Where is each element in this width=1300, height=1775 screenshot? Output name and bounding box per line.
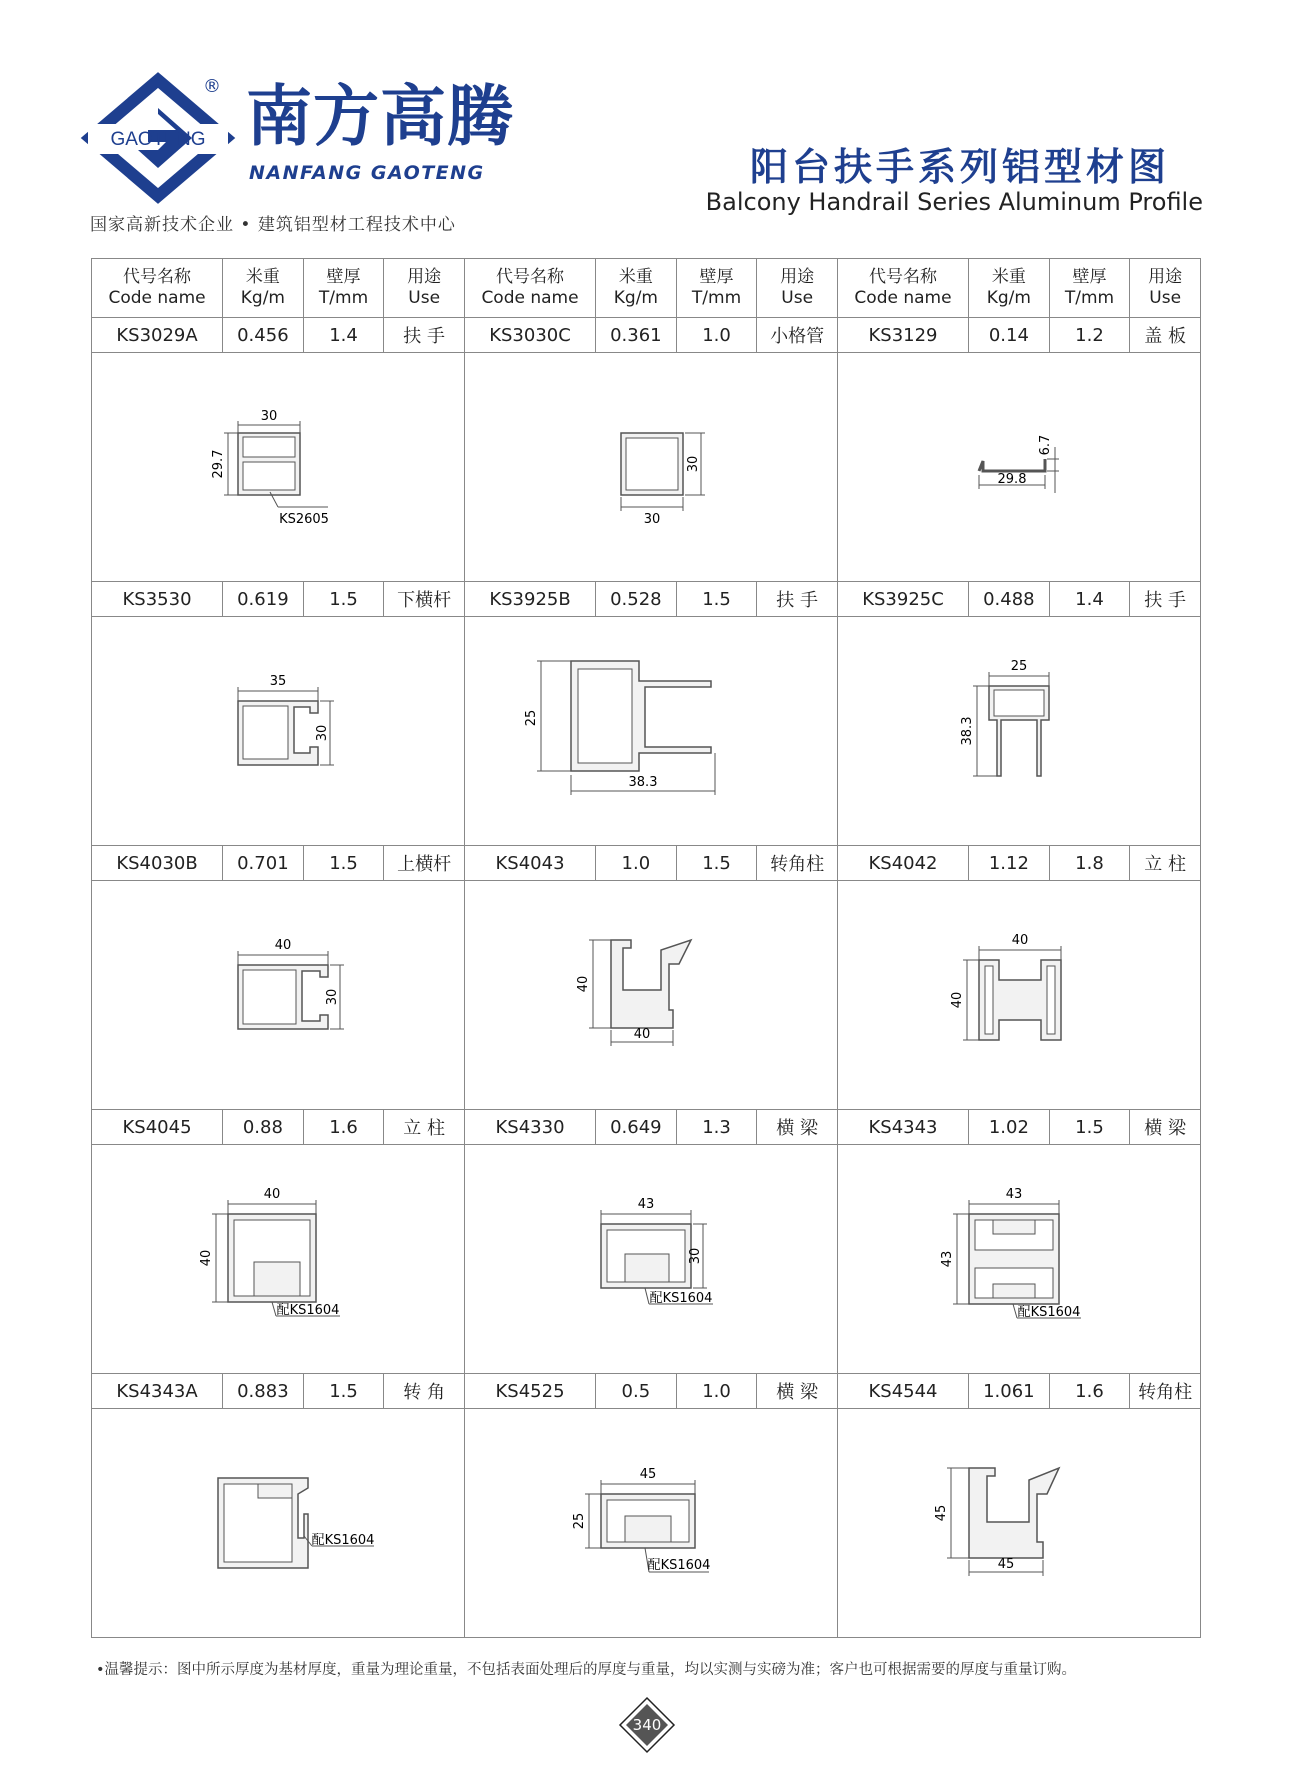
profile-use: 立 柱: [1130, 846, 1201, 881]
svg-text:40: 40: [263, 1187, 281, 1202]
profile-weight: 0.619: [223, 582, 304, 617]
svg-text:30: 30: [643, 512, 661, 527]
profile-thickness: 1.2: [1049, 318, 1130, 353]
header-use: 用途 Use: [757, 259, 838, 318]
profile-weight: 0.88: [223, 1110, 304, 1145]
header-thickness: 壁厚 T/mm: [676, 259, 757, 318]
profile-weight: 0.488: [969, 582, 1050, 617]
profile-use: 盖 板: [1130, 318, 1201, 353]
svg-text:25: 25: [523, 709, 539, 727]
profile-thickness: 1.0: [676, 318, 757, 353]
profile-thickness: 1.5: [303, 1374, 384, 1409]
profile-drawing-ks3925b: [464, 617, 837, 846]
svg-text:29.8: 29.8: [997, 472, 1027, 487]
profile-weight: 0.14: [969, 318, 1050, 353]
profile-drawing-ks3129: [837, 353, 1200, 582]
profile-drawing-ks4343a: [92, 1409, 465, 1638]
header-weight: 米重 Kg/m: [596, 259, 677, 318]
profile-code: KS4030B: [92, 846, 223, 881]
profile-weight: 0.649: [596, 1110, 677, 1145]
page-title-cn: 阳台扶手系列铝型材图: [749, 145, 1170, 189]
profile-drawing-ks4525: [464, 1409, 837, 1638]
header-thickness: 壁厚 T/mm: [303, 259, 384, 318]
drawing-row: [92, 1145, 1201, 1374]
profile-thickness: 1.5: [303, 582, 384, 617]
brand-name-cn: 南方高腾: [246, 78, 514, 155]
profile-drawing-ks3029a: [92, 353, 465, 582]
table-row: [92, 846, 1201, 881]
svg-text:45: 45: [933, 1504, 949, 1522]
profile-thickness: 1.5: [676, 582, 757, 617]
profile-table: [91, 258, 1201, 1640]
svg-text:40: 40: [1011, 933, 1029, 948]
profile-thickness: 1.6: [1049, 1374, 1130, 1409]
header-code: 代号名称 Code name: [464, 259, 595, 318]
svg-text:40: 40: [949, 991, 965, 1009]
profile-thickness: 1.4: [303, 318, 384, 353]
profile-use: 转角柱: [757, 846, 838, 881]
profile-weight: 1.02: [969, 1110, 1050, 1145]
svg-text:KS2605: KS2605: [279, 512, 329, 527]
svg-text:配KS1604: 配KS1604: [276, 1303, 340, 1318]
profile-use: 立 柱: [384, 1110, 465, 1145]
profile-weight: 0.361: [596, 318, 677, 353]
svg-text:38.3: 38.3: [959, 716, 975, 746]
drawing-row: [92, 1409, 1201, 1638]
table-row: [92, 582, 1201, 617]
profile-use: 转 角: [384, 1374, 465, 1409]
profile-code: KS3925B: [464, 582, 595, 617]
svg-text:30: 30: [685, 455, 701, 473]
page-title-en: Balcony Handrail Series Aluminum Profile: [705, 188, 1203, 216]
profile-code: KS3925C: [837, 582, 968, 617]
profile-use: 扶 手: [757, 582, 838, 617]
profile-thickness: 1.5: [1049, 1110, 1130, 1145]
svg-text:30: 30: [260, 409, 278, 424]
profile-code: KS4343A: [92, 1374, 223, 1409]
profile-code: KS4330: [464, 1110, 595, 1145]
profile-weight: 0.883: [223, 1374, 304, 1409]
profile-use: 扶 手: [384, 318, 465, 353]
table-row: [92, 318, 1201, 353]
brand-name-en: NANFANG GAOTENG: [249, 162, 485, 184]
drawing-row: [92, 353, 1201, 582]
header-code: 代号名称 Code name: [92, 259, 223, 318]
svg-text:25: 25: [1010, 659, 1028, 674]
profile-drawing-ks4045: [92, 1145, 465, 1374]
profile-weight: 1.0: [596, 846, 677, 881]
profile-drawing-ks4030b: [92, 881, 465, 1110]
company-tagline: 国家高新技术企业 • 建筑铝型材工程技术中心: [90, 215, 456, 235]
profile-thickness: 1.3: [676, 1110, 757, 1145]
profile-drawing-ks4330: [464, 1145, 837, 1374]
profile-thickness: 1.6: [303, 1110, 384, 1145]
svg-text:45: 45: [997, 1557, 1015, 1572]
profile-drawing-ks3925c: [837, 617, 1200, 846]
svg-text:配KS1604: 配KS1604: [649, 1291, 713, 1306]
profile-use: 横 梁: [757, 1110, 838, 1145]
drawing-row: [92, 881, 1201, 1110]
svg-text:45: 45: [639, 1467, 657, 1482]
header-thickness: 壁厚 T/mm: [1049, 259, 1130, 318]
profile-thickness: 1.4: [1049, 582, 1130, 617]
svg-text:38.3: 38.3: [628, 775, 658, 790]
header-use: 用途 Use: [384, 259, 465, 318]
svg-text:43: 43: [1005, 1187, 1023, 1202]
profile-weight: 0.456: [223, 318, 304, 353]
profile-use: 扶 手: [1130, 582, 1201, 617]
profile-code: KS3029A: [92, 318, 223, 353]
profile-weight: 1.061: [969, 1374, 1050, 1409]
profile-use: 上横杆: [384, 846, 465, 881]
table-row: [92, 1374, 1201, 1409]
table-row: [92, 1110, 1201, 1145]
profile-thickness: 1.8: [1049, 846, 1130, 881]
profile-weight: 0.5: [596, 1374, 677, 1409]
svg-text:340: 340: [632, 1716, 662, 1734]
profile-thickness: 1.0: [676, 1374, 757, 1409]
profile-weight: 0.701: [223, 846, 304, 881]
svg-text:40: 40: [274, 938, 292, 953]
header-weight: 米重 Kg/m: [969, 259, 1050, 318]
svg-text:43: 43: [939, 1250, 955, 1268]
profile-code: KS3030C: [464, 318, 595, 353]
svg-text:29.7: 29.7: [210, 449, 226, 479]
profile-thickness: 1.5: [303, 846, 384, 881]
svg-text:35: 35: [269, 674, 287, 689]
profile-code: KS4525: [464, 1374, 595, 1409]
profile-drawing-ks3530: [92, 617, 465, 846]
svg-text:GAOTENG: GAOTENG: [110, 129, 206, 150]
header-code: 代号名称 Code name: [837, 259, 968, 318]
profile-code: KS4343: [837, 1110, 968, 1145]
header-weight: 米重 Kg/m: [223, 259, 304, 318]
profile-weight: 0.528: [596, 582, 677, 617]
svg-text:25: 25: [571, 1512, 587, 1530]
svg-text:配KS1604: 配KS1604: [311, 1533, 375, 1548]
svg-text:6.7: 6.7: [1037, 434, 1053, 456]
profile-drawing-ks3030c: [464, 353, 837, 582]
profile-drawing-ks4544: [837, 1409, 1200, 1638]
profile-weight: 1.12: [969, 846, 1050, 881]
table-header-row: [92, 259, 1201, 318]
profile-drawing-ks4343: [837, 1145, 1200, 1374]
profile-use: 横 梁: [1130, 1110, 1201, 1145]
profile-code: KS4544: [837, 1374, 968, 1409]
profile-use: 下横杆: [384, 582, 465, 617]
profile-code: KS4045: [92, 1110, 223, 1145]
profile-thickness: 1.5: [676, 846, 757, 881]
profile-code: KS3129: [837, 318, 968, 353]
profile-use: 横 梁: [757, 1374, 838, 1409]
profile-code: KS4043: [464, 846, 595, 881]
svg-text:配KS1604: 配KS1604: [647, 1558, 711, 1573]
profile-use: 小格管: [757, 318, 838, 353]
profile-drawing-ks4042: [837, 881, 1200, 1110]
svg-text:40: 40: [633, 1027, 651, 1042]
registered-mark: ®: [203, 76, 221, 97]
svg-text:40: 40: [575, 975, 591, 993]
svg-text:30: 30: [324, 988, 340, 1006]
svg-text:30: 30: [314, 724, 330, 742]
svg-text:40: 40: [198, 1249, 214, 1267]
header-use: 用途 Use: [1130, 259, 1201, 318]
svg-text:30: 30: [687, 1247, 703, 1265]
svg-text:配KS1604: 配KS1604: [1017, 1305, 1081, 1320]
profile-code: KS3530: [92, 582, 223, 617]
profile-use: 转角柱: [1130, 1374, 1201, 1409]
svg-text:43: 43: [637, 1197, 655, 1212]
page-number-badge: [618, 1696, 676, 1754]
profile-code: KS4042: [837, 846, 968, 881]
drawing-row: [92, 617, 1201, 846]
footer-note: •温馨提示：图中所示厚度为基材厚度，重量为理论重量，不包括表面处理后的厚度与重量，均以实测与实磅为准；客户也可根据需要的厚度与重量订购。: [96, 1662, 1077, 1678]
profile-drawing-ks4043: [464, 881, 837, 1110]
